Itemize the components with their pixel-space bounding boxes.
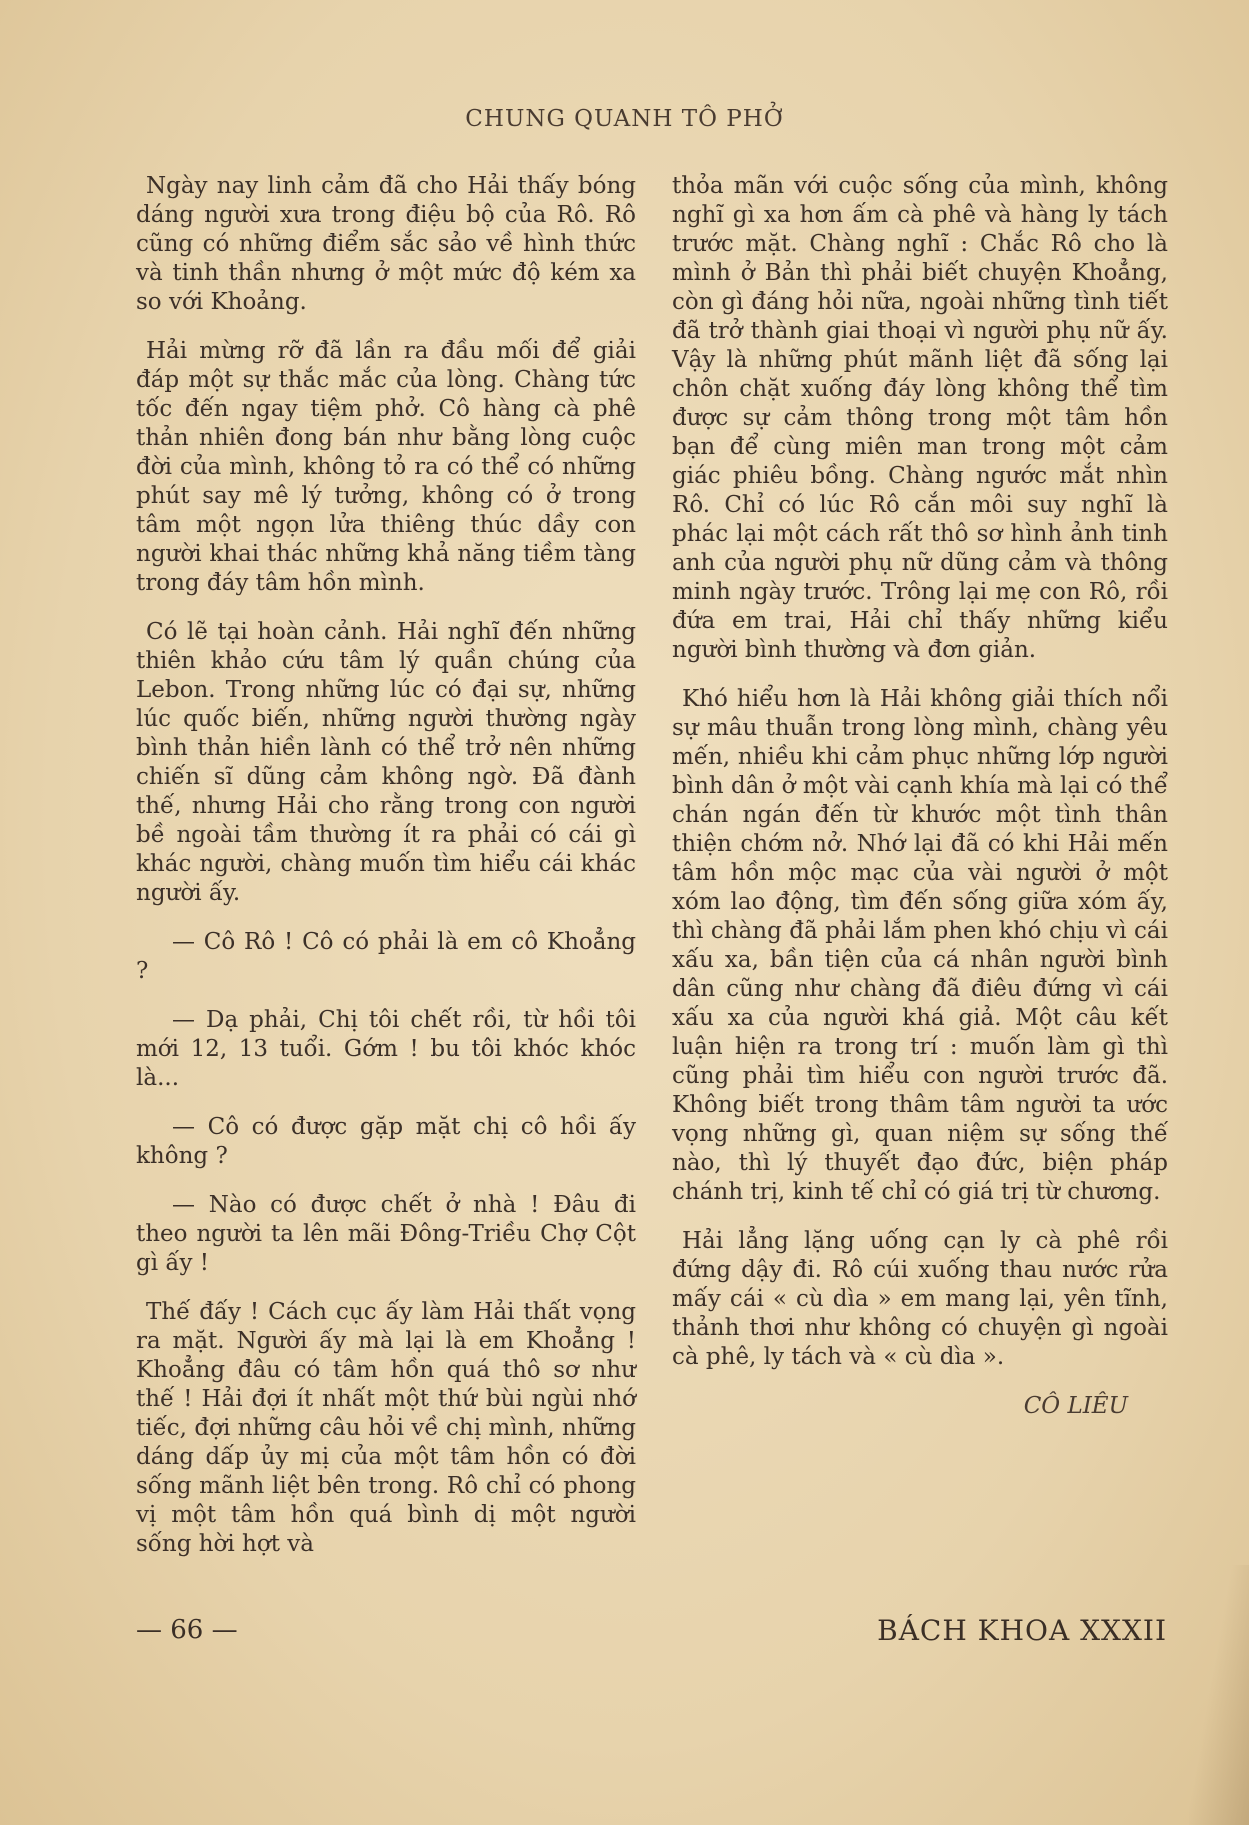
paragraph: Có lẽ tại hoàn cảnh. Hải nghĩ đến những thiên khảo cứu tâm lý quần chúng của Lebon. Trong những lúc có đại sự, những lúc quốc biến, những người thường ngày bình thản hiền lành có thể trở nên những chiến sĩ dũng cảm không ngờ. Đã đành thế, nhưng Hải cho rằng trong con người bề ngoài tầm thường ít ra phải có cái gì khác người, chàng muốn tìm hiểu cái khác người ấy. — [136, 619, 636, 906]
paragraph: Hải mừng rỡ đã lần ra đầu mối để giải đáp một sự thắc mắc của lòng. Chàng tức tốc đến ngay tiệm phở. Cô hàng cà phê thản nhiên đong bán như bằng lòng cuộc đời của mình, không tỏ ra có thể có những phút say mê lý tưởng, không có ở trong tâm một ngọn lửa thiêng thúc dầy con người khai thác những khả năng tiềm tàng trong đáy tâm hồn mình. — [136, 338, 636, 596]
page-number: — 66 — — [136, 1615, 238, 1645]
paragraph: Khó hiểu hơn là Hải không giải thích nổi sự mâu thuẫn trong lòng mình, chàng yêu mến, nhiều khi cảm phục những lớp người bình dân ở một vài cạnh khía mà lại có thể chán ngán đến từ khước một tình thân thiện chớm nở. Nhớ lại đã có khi Hải mến tâm hồn mộc mạc của vài người ở một xóm lao động, tìm đến sống giữa xóm ấy, thì chàng đã phải lắm phen khó chịu vì cái xấu xa, bần tiện của cá nhân người bình dân cũng như chàng đã điêu đứng vì cái xấu xa của người khá giả. Một câu kết luận hiện ra trong trí : muốn làm gì thì cũng phải tìm hiểu con người trước đã. Không biết trong thâm tâm người ta ước vọng những gì, quan niệm sự sống thế nào, thì lý thuyết đạo đức, biện pháp chánh trị, kinh tế chỉ có giá trị từ chương. — [672, 686, 1168, 1205]
dialogue-line: — Nào có được chết ở nhà ! Đâu đi theo người ta lên mãi Đông-Triều Chợ Cột gì ấy ! — [136, 1192, 636, 1276]
page-title: CHUNG QUANH TÔ PHỞ — [465, 106, 784, 132]
paragraph: Thế đấy ! Cách cục ấy làm Hải thất vọng ra mặt. Người ấy mà lại là em Khoẳng ! Khoẳng đâu có tâm hồn quá thô sơ như thế ! Hải đợi ít nhất một thứ bùi ngùi nhớ tiếc, đợi những câu hỏi về chị mình, những dáng dấp ủy mị của một tâm hồn có đời sống mãnh liệt bên trong. Rô chỉ có phong vị một tâm hồn quá bình dị một người sống hời hợt và — [136, 1299, 636, 1557]
right-column — [672, 172, 1168, 1421]
left-column — [136, 172, 636, 1579]
author-signature: CÔ LIÊU — [1023, 1393, 1128, 1419]
paragraph: Ngày nay linh cảm đã cho Hải thấy bóng dáng người xưa trong điệu bộ của Rô. Rô cũng có những điểm sắc sảo về hình thức và tinh thần nhưng ở một mức độ kém xa so với Khoảng. — [136, 173, 636, 315]
magazine-name: BÁCH KHOA XXXII — [877, 1614, 1167, 1647]
dialogue-line: — Dạ phải, Chị tôi chết rồi, từ hồi tôi mới 12, 13 tuổi. Gớm ! bu tôi khóc khóc là... — [136, 1007, 636, 1091]
page-fold-shadow — [1189, 1565, 1249, 1825]
paragraph: Hải lẳng lặng uống cạn ly cà phê rồi đứng dậy đi. Rô cúi xuống thau nước rửa mấy cái « cù dìa » em mang lại, yên tĩnh, thảnh thơi như không có chuyện gì ngoài cà phê, ly tách và « cù dìa ». — [672, 1228, 1168, 1370]
dialogue-line: — Cô Rô ! Cô có phải là em cô Khoẳng ? — [136, 929, 636, 984]
paragraph: thỏa mãn với cuộc sống của mình, không nghĩ gì xa hơn ấm cà phê và hàng ly tách trước mặt. Chàng nghĩ : Chắc Rô cho là mình ở Bản thì phải biết chuyện Khoẳng, còn gì đáng hỏi nữa, ngoài những tình tiết đã trở thành giai thoại vì người phụ nữ ấy. Vậy là những phút mãnh liệt đã sống lại chôn chặt xuống đáy lòng không thể tìm được sự cảm thông trong một tâm hồn bạn để cùng miên man trong một cảm giác phiêu bồng. Chàng ngước mắt nhìn Rô. Chỉ có lúc Rô cắn môi suy nghĩ là phác lại một cách rất thô sơ hình ảnh tinh anh của người phụ nữ dũng cảm và thông minh ngày trước. Trông lại mẹ con Rô, rồi đứa em trai, Hải chỉ thấy những kiểu người bình thường và đơn giản. — [672, 173, 1168, 663]
dialogue-line: — Cô có được gặp mặt chị cô hồi ấy không ? — [136, 1114, 636, 1169]
